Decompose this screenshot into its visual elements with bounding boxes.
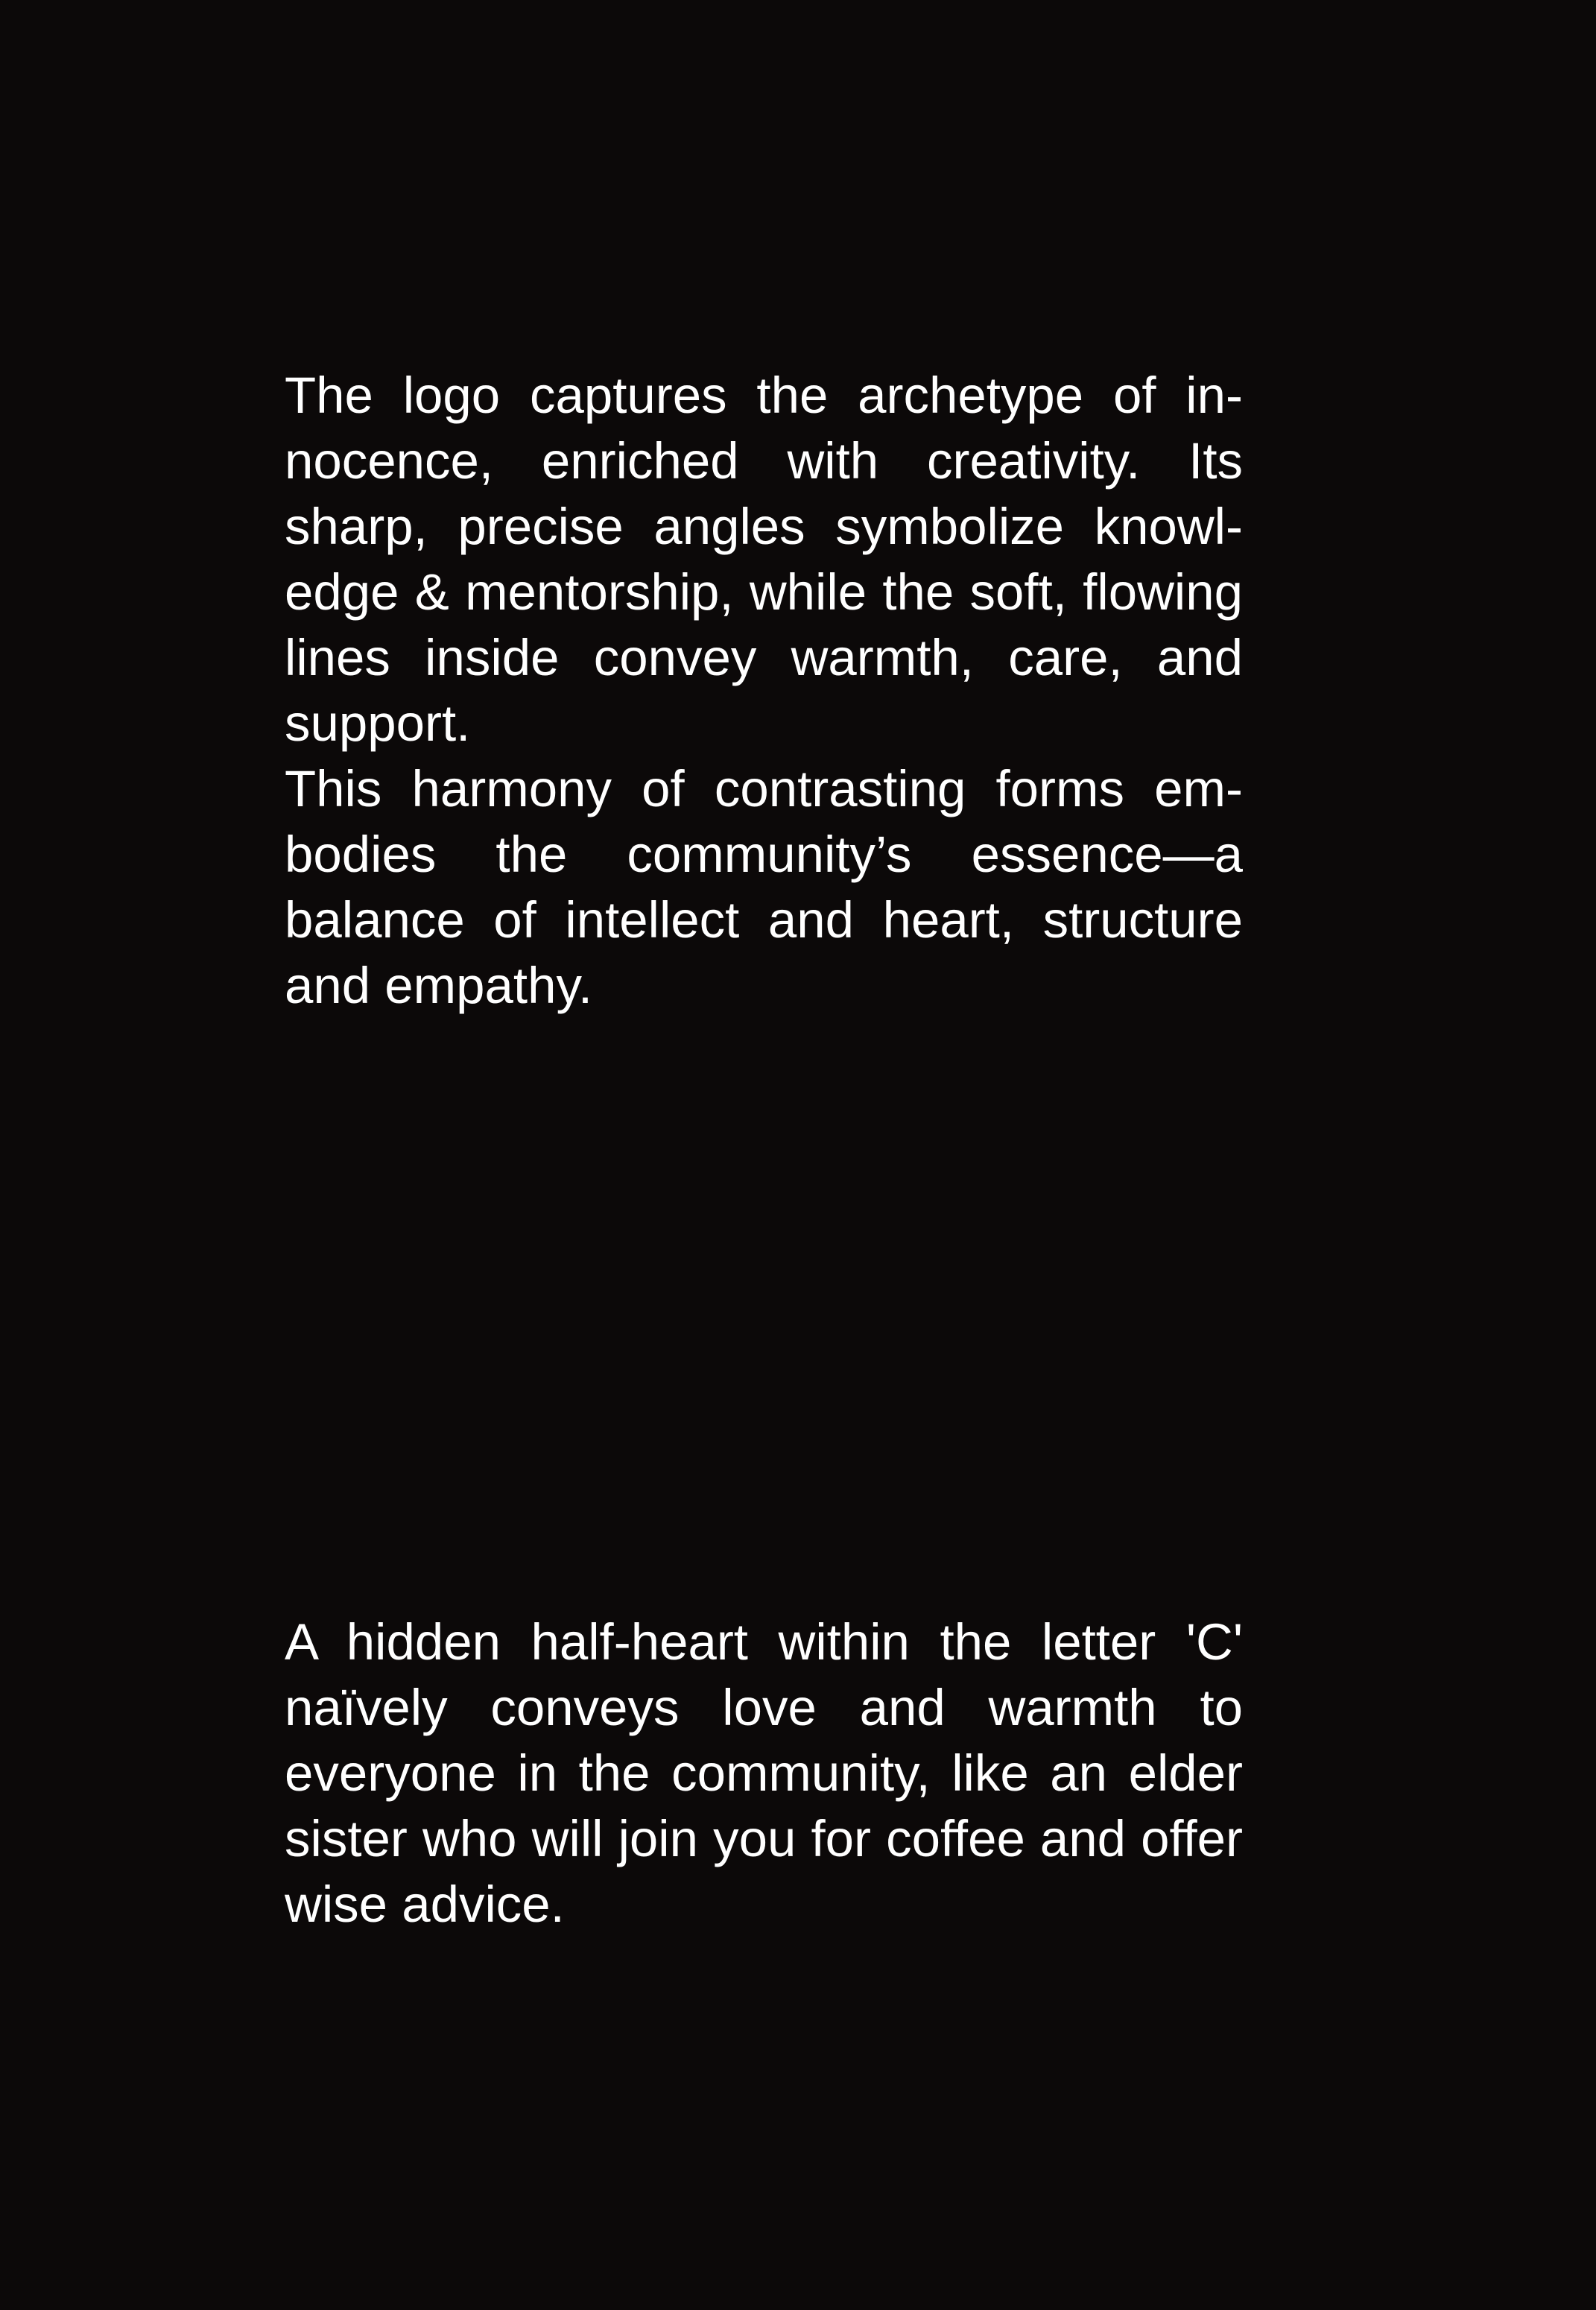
heart-description-block bbox=[285, 1610, 1243, 1937]
logo-description-paragraph-1: The logo captures the archetype of innocence, enriched with creativity. Its sharp, precise angles symbolize knowledge & mentorship, while the soft, flowing lines inside convey warmth, care, and support. bbox=[285, 367, 1243, 752]
logo-description-paragraph-2: This harmony of contrasting forms embodies the community’s essence—a balance of intellect and heart, structure and empathy. bbox=[285, 760, 1243, 1014]
heart-description-paragraph: A hidden half-heart within the letter 'C' naïvely conveys love and warmth to everyone in the community, like an elder sister who will join you for coffee and offer wise advice. bbox=[285, 1613, 1243, 1933]
logo-description-block bbox=[285, 363, 1243, 1019]
